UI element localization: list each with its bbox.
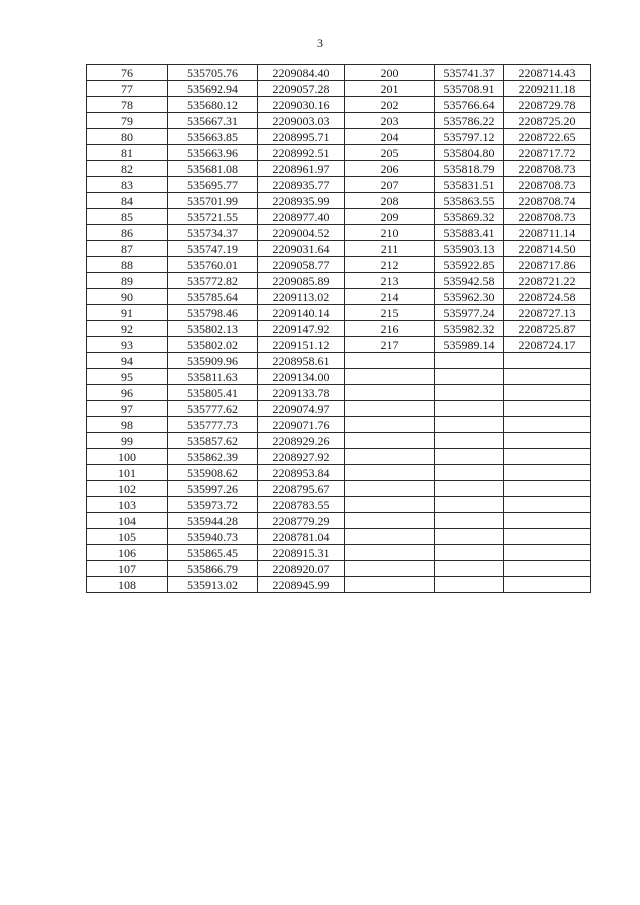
right-x-coordinate-cell: 535869.32	[435, 209, 504, 225]
left-y-coordinate-cell: 2209030.16	[258, 97, 345, 113]
right-x-coordinate-cell	[435, 449, 504, 465]
right-point-number-cell	[345, 577, 435, 593]
right-x-coordinate-cell: 535708.91	[435, 81, 504, 97]
left-point-number-cell: 76	[87, 65, 168, 81]
left-x-coordinate-cell: 535777.62	[168, 401, 258, 417]
table-row	[87, 417, 591, 433]
right-x-coordinate-cell	[435, 561, 504, 577]
table-row	[87, 145, 591, 161]
table-row	[87, 433, 591, 449]
right-y-coordinate-cell: 2208725.20	[504, 113, 591, 129]
right-point-number-cell	[345, 513, 435, 529]
left-point-number-cell: 95	[87, 369, 168, 385]
left-x-coordinate-cell: 535747.19	[168, 241, 258, 257]
table-row	[87, 513, 591, 529]
left-y-coordinate-cell: 2208779.29	[258, 513, 345, 529]
left-point-number-cell: 100	[87, 449, 168, 465]
left-y-coordinate-cell: 2208783.55	[258, 497, 345, 513]
right-x-coordinate-cell: 535863.55	[435, 193, 504, 209]
left-y-coordinate-cell: 2209147.92	[258, 321, 345, 337]
right-x-coordinate-cell	[435, 465, 504, 481]
right-point-number-cell: 207	[345, 177, 435, 193]
right-point-number-cell: 205	[345, 145, 435, 161]
right-y-coordinate-cell	[504, 465, 591, 481]
right-x-coordinate-cell	[435, 417, 504, 433]
right-y-coordinate-cell: 2208724.17	[504, 337, 591, 353]
left-point-number-cell: 79	[87, 113, 168, 129]
left-x-coordinate-cell: 535940.73	[168, 529, 258, 545]
right-point-number-cell	[345, 529, 435, 545]
left-y-coordinate-cell: 2208995.71	[258, 129, 345, 145]
table-row	[87, 385, 591, 401]
right-y-coordinate-cell	[504, 577, 591, 593]
right-point-number-cell: 210	[345, 225, 435, 241]
left-point-number-cell: 108	[87, 577, 168, 593]
left-point-number-cell: 89	[87, 273, 168, 289]
right-y-coordinate-cell: 2208708.74	[504, 193, 591, 209]
right-y-coordinate-cell	[504, 497, 591, 513]
left-y-coordinate-cell: 2208945.99	[258, 577, 345, 593]
left-y-coordinate-cell: 2209031.64	[258, 241, 345, 257]
left-point-number-cell: 78	[87, 97, 168, 113]
left-x-coordinate-cell: 535785.64	[168, 289, 258, 305]
table-row	[87, 97, 591, 113]
left-x-coordinate-cell: 535857.62	[168, 433, 258, 449]
right-y-coordinate-cell: 2208708.73	[504, 209, 591, 225]
right-x-coordinate-cell: 535766.64	[435, 97, 504, 113]
left-y-coordinate-cell: 2208961.97	[258, 161, 345, 177]
left-y-coordinate-cell: 2208992.51	[258, 145, 345, 161]
right-y-coordinate-cell	[504, 561, 591, 577]
left-point-number-cell: 88	[87, 257, 168, 273]
table-row	[87, 81, 591, 97]
left-point-number-cell: 99	[87, 433, 168, 449]
right-x-coordinate-cell: 535883.41	[435, 225, 504, 241]
left-x-coordinate-cell: 535692.94	[168, 81, 258, 97]
right-point-number-cell: 211	[345, 241, 435, 257]
right-point-number-cell: 203	[345, 113, 435, 129]
right-y-coordinate-cell: 2208722.65	[504, 129, 591, 145]
right-point-number-cell: 217	[345, 337, 435, 353]
coordinate-table	[86, 64, 591, 593]
right-point-number-cell: 216	[345, 321, 435, 337]
table-row	[87, 465, 591, 481]
right-y-coordinate-cell: 2208714.50	[504, 241, 591, 257]
left-y-coordinate-cell: 2208929.26	[258, 433, 345, 449]
left-x-coordinate-cell: 535805.41	[168, 385, 258, 401]
right-x-coordinate-cell: 535942.58	[435, 273, 504, 289]
left-point-number-cell: 102	[87, 481, 168, 497]
right-point-number-cell	[345, 369, 435, 385]
left-x-coordinate-cell: 535667.31	[168, 113, 258, 129]
right-point-number-cell	[345, 465, 435, 481]
left-y-coordinate-cell: 2208781.04	[258, 529, 345, 545]
left-x-coordinate-cell: 535734.37	[168, 225, 258, 241]
left-point-number-cell: 83	[87, 177, 168, 193]
table-row	[87, 129, 591, 145]
left-point-number-cell: 101	[87, 465, 168, 481]
right-point-number-cell	[345, 385, 435, 401]
right-y-coordinate-cell	[504, 449, 591, 465]
right-point-number-cell	[345, 449, 435, 465]
right-y-coordinate-cell	[504, 385, 591, 401]
left-y-coordinate-cell: 2208935.99	[258, 193, 345, 209]
right-y-coordinate-cell: 2208725.87	[504, 321, 591, 337]
right-y-coordinate-cell	[504, 417, 591, 433]
left-point-number-cell: 97	[87, 401, 168, 417]
right-x-coordinate-cell: 535962.30	[435, 289, 504, 305]
right-y-coordinate-cell	[504, 513, 591, 529]
left-x-coordinate-cell: 535681.08	[168, 161, 258, 177]
left-y-coordinate-cell: 2209071.76	[258, 417, 345, 433]
right-x-coordinate-cell: 535741.37	[435, 65, 504, 81]
right-y-coordinate-cell: 2208717.86	[504, 257, 591, 273]
left-point-number-cell: 105	[87, 529, 168, 545]
right-x-coordinate-cell: 535786.22	[435, 113, 504, 129]
right-x-coordinate-cell: 535831.51	[435, 177, 504, 193]
table-row	[87, 65, 591, 81]
table-row	[87, 561, 591, 577]
table-row	[87, 545, 591, 561]
left-x-coordinate-cell: 535913.02	[168, 577, 258, 593]
right-x-coordinate-cell	[435, 433, 504, 449]
right-point-number-cell	[345, 401, 435, 417]
left-x-coordinate-cell: 535865.45	[168, 545, 258, 561]
right-x-coordinate-cell: 535804.80	[435, 145, 504, 161]
right-y-coordinate-cell: 2209211.18	[504, 81, 591, 97]
left-point-number-cell: 98	[87, 417, 168, 433]
left-point-number-cell: 85	[87, 209, 168, 225]
left-x-coordinate-cell: 535909.96	[168, 353, 258, 369]
page-number: 3	[317, 36, 323, 50]
left-x-coordinate-cell: 535908.62	[168, 465, 258, 481]
table-row	[87, 289, 591, 305]
right-x-coordinate-cell	[435, 529, 504, 545]
table-row	[87, 577, 591, 593]
left-point-number-cell: 90	[87, 289, 168, 305]
left-point-number-cell: 87	[87, 241, 168, 257]
table-row	[87, 257, 591, 273]
right-x-coordinate-cell	[435, 497, 504, 513]
right-point-number-cell: 201	[345, 81, 435, 97]
table-row	[87, 529, 591, 545]
table-row	[87, 321, 591, 337]
right-x-coordinate-cell	[435, 353, 504, 369]
left-x-coordinate-cell: 535663.96	[168, 145, 258, 161]
table-row	[87, 481, 591, 497]
right-point-number-cell: 206	[345, 161, 435, 177]
right-y-coordinate-cell: 2208724.58	[504, 289, 591, 305]
table-row	[87, 449, 591, 465]
right-point-number-cell	[345, 433, 435, 449]
left-y-coordinate-cell: 2209134.00	[258, 369, 345, 385]
left-point-number-cell: 86	[87, 225, 168, 241]
left-y-coordinate-cell: 2209084.40	[258, 65, 345, 81]
right-point-number-cell: 215	[345, 305, 435, 321]
left-x-coordinate-cell: 535862.39	[168, 449, 258, 465]
left-point-number-cell: 104	[87, 513, 168, 529]
right-point-number-cell: 204	[345, 129, 435, 145]
right-point-number-cell: 214	[345, 289, 435, 305]
left-point-number-cell: 94	[87, 353, 168, 369]
right-point-number-cell	[345, 561, 435, 577]
right-point-number-cell: 212	[345, 257, 435, 273]
right-x-coordinate-cell	[435, 481, 504, 497]
right-y-coordinate-cell	[504, 369, 591, 385]
left-x-coordinate-cell: 535663.85	[168, 129, 258, 145]
left-point-number-cell: 77	[87, 81, 168, 97]
left-y-coordinate-cell: 2208927.92	[258, 449, 345, 465]
table-row	[87, 273, 591, 289]
left-y-coordinate-cell: 2208977.40	[258, 209, 345, 225]
left-x-coordinate-cell: 535760.01	[168, 257, 258, 273]
right-point-number-cell: 208	[345, 193, 435, 209]
right-point-number-cell: 213	[345, 273, 435, 289]
right-y-coordinate-cell	[504, 481, 591, 497]
left-x-coordinate-cell: 535772.82	[168, 273, 258, 289]
table-row	[87, 401, 591, 417]
table-row	[87, 305, 591, 321]
left-x-coordinate-cell: 535777.73	[168, 417, 258, 433]
right-x-coordinate-cell: 535818.79	[435, 161, 504, 177]
left-y-coordinate-cell: 2208795.67	[258, 481, 345, 497]
left-point-number-cell: 93	[87, 337, 168, 353]
right-y-coordinate-cell: 2208708.73	[504, 177, 591, 193]
table-row	[87, 497, 591, 513]
coordinate-table-body	[87, 65, 591, 593]
left-x-coordinate-cell: 535944.28	[168, 513, 258, 529]
left-x-coordinate-cell: 535705.76	[168, 65, 258, 81]
left-x-coordinate-cell: 535973.72	[168, 497, 258, 513]
left-y-coordinate-cell: 2209057.28	[258, 81, 345, 97]
right-y-coordinate-cell	[504, 401, 591, 417]
left-y-coordinate-cell: 2208935.77	[258, 177, 345, 193]
left-point-number-cell: 92	[87, 321, 168, 337]
right-x-coordinate-cell: 535977.24	[435, 305, 504, 321]
left-y-coordinate-cell: 2208920.07	[258, 561, 345, 577]
right-point-number-cell: 200	[345, 65, 435, 81]
right-point-number-cell	[345, 353, 435, 369]
table-row	[87, 225, 591, 241]
left-point-number-cell: 81	[87, 145, 168, 161]
right-x-coordinate-cell: 535989.14	[435, 337, 504, 353]
right-y-coordinate-cell	[504, 545, 591, 561]
left-y-coordinate-cell: 2209003.03	[258, 113, 345, 129]
right-y-coordinate-cell: 2208717.72	[504, 145, 591, 161]
left-y-coordinate-cell: 2209004.52	[258, 225, 345, 241]
right-y-coordinate-cell	[504, 353, 591, 369]
table-row	[87, 161, 591, 177]
left-x-coordinate-cell: 535680.12	[168, 97, 258, 113]
right-point-number-cell	[345, 497, 435, 513]
table-row	[87, 241, 591, 257]
left-x-coordinate-cell: 535721.55	[168, 209, 258, 225]
right-x-coordinate-cell: 535797.12	[435, 129, 504, 145]
right-x-coordinate-cell: 535982.32	[435, 321, 504, 337]
right-point-number-cell: 202	[345, 97, 435, 113]
table-row	[87, 337, 591, 353]
right-point-number-cell	[345, 545, 435, 561]
left-point-number-cell: 107	[87, 561, 168, 577]
right-x-coordinate-cell: 535903.13	[435, 241, 504, 257]
left-y-coordinate-cell: 2209140.14	[258, 305, 345, 321]
left-y-coordinate-cell: 2209085.89	[258, 273, 345, 289]
right-y-coordinate-cell	[504, 433, 591, 449]
right-y-coordinate-cell: 2208711.14	[504, 225, 591, 241]
left-y-coordinate-cell: 2208953.84	[258, 465, 345, 481]
left-y-coordinate-cell: 2209113.02	[258, 289, 345, 305]
table-row	[87, 113, 591, 129]
left-x-coordinate-cell: 535997.26	[168, 481, 258, 497]
right-x-coordinate-cell	[435, 385, 504, 401]
table-row	[87, 193, 591, 209]
left-point-number-cell: 106	[87, 545, 168, 561]
left-point-number-cell: 96	[87, 385, 168, 401]
left-point-number-cell: 80	[87, 129, 168, 145]
right-x-coordinate-cell	[435, 401, 504, 417]
left-y-coordinate-cell: 2208915.31	[258, 545, 345, 561]
left-y-coordinate-cell: 2208958.61	[258, 353, 345, 369]
right-y-coordinate-cell: 2208708.73	[504, 161, 591, 177]
left-x-coordinate-cell: 535802.13	[168, 321, 258, 337]
left-x-coordinate-cell: 535695.77	[168, 177, 258, 193]
left-x-coordinate-cell: 535811.63	[168, 369, 258, 385]
table-row	[87, 369, 591, 385]
right-y-coordinate-cell: 2208729.78	[504, 97, 591, 113]
left-point-number-cell: 82	[87, 161, 168, 177]
right-point-number-cell	[345, 481, 435, 497]
right-point-number-cell: 209	[345, 209, 435, 225]
left-x-coordinate-cell: 535701.99	[168, 193, 258, 209]
table-row	[87, 353, 591, 369]
left-point-number-cell: 103	[87, 497, 168, 513]
right-x-coordinate-cell	[435, 513, 504, 529]
right-y-coordinate-cell: 2208727.13	[504, 305, 591, 321]
table-row	[87, 177, 591, 193]
left-point-number-cell: 84	[87, 193, 168, 209]
left-y-coordinate-cell: 2209074.97	[258, 401, 345, 417]
right-x-coordinate-cell	[435, 369, 504, 385]
right-point-number-cell	[345, 417, 435, 433]
left-point-number-cell: 91	[87, 305, 168, 321]
left-y-coordinate-cell: 2209133.78	[258, 385, 345, 401]
left-y-coordinate-cell: 2209058.77	[258, 257, 345, 273]
left-x-coordinate-cell: 535866.79	[168, 561, 258, 577]
left-x-coordinate-cell: 535802.02	[168, 337, 258, 353]
left-y-coordinate-cell: 2209151.12	[258, 337, 345, 353]
right-x-coordinate-cell	[435, 577, 504, 593]
left-x-coordinate-cell: 535798.46	[168, 305, 258, 321]
table-row	[87, 209, 591, 225]
right-y-coordinate-cell	[504, 529, 591, 545]
right-x-coordinate-cell	[435, 545, 504, 561]
right-y-coordinate-cell: 2208714.43	[504, 65, 591, 81]
right-y-coordinate-cell: 2208721.22	[504, 273, 591, 289]
right-x-coordinate-cell: 535922.85	[435, 257, 504, 273]
